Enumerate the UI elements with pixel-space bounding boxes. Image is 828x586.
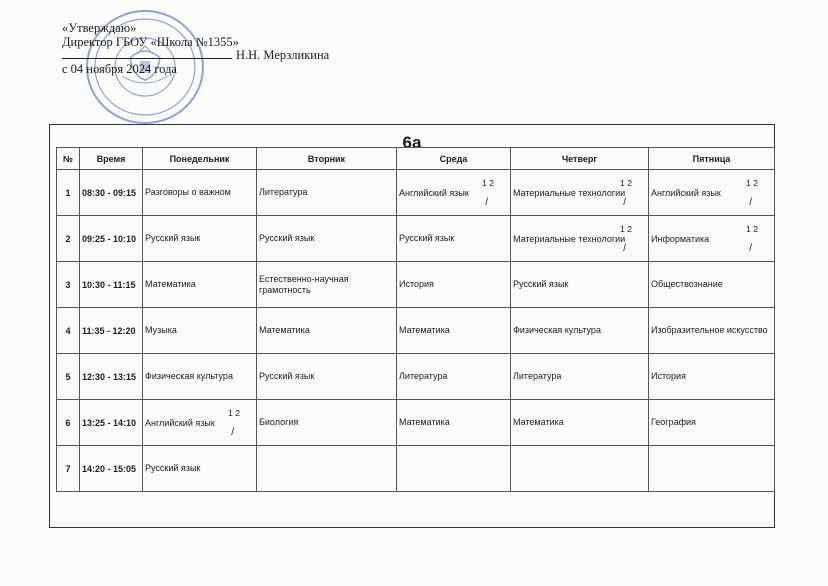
approval-block [62, 22, 329, 76]
header-number: № [57, 148, 80, 170]
cell-wednesday [397, 170, 511, 216]
subject-name: Математика [145, 279, 196, 289]
table-row [57, 170, 775, 216]
subject-name: Материальные технологии [513, 233, 626, 244]
subject-name: Литература [513, 371, 562, 381]
group-divider: / [749, 242, 752, 254]
subject-name: Английский язык [651, 187, 721, 198]
subject-name: Литература [399, 371, 448, 381]
cell-thursday [511, 308, 649, 354]
schedule-frame [49, 124, 775, 528]
cell-wednesday [397, 262, 511, 308]
lesson-number: 5 [57, 354, 80, 400]
approval-heading: «Утверждаю» [62, 21, 137, 35]
class-title: 6а [402, 133, 422, 152]
group-numbers: 1 2 [746, 177, 758, 188]
cell-thursday [511, 400, 649, 446]
cell-friday [649, 262, 775, 308]
subject-name: Русский язык [513, 279, 569, 289]
header-thursday: Четверг [511, 148, 649, 170]
group-divider: / [623, 196, 626, 208]
header-time: Время [80, 148, 143, 170]
cell-thursday [511, 354, 649, 400]
subject-name: История [651, 371, 686, 381]
lesson-number: 7 [57, 446, 80, 492]
group-divider: / [231, 426, 234, 438]
cell-tuesday [257, 400, 397, 446]
cell-wednesday [397, 400, 511, 446]
group-divider: / [749, 196, 752, 208]
table-row [57, 400, 775, 446]
subject-name: Математика [259, 325, 310, 335]
signature-line [62, 49, 329, 63]
cell-tuesday [257, 308, 397, 354]
cell-thursday [511, 262, 649, 308]
subject-name: Материальные технологии [513, 187, 626, 198]
subject-name: Физическая культура [145, 371, 233, 381]
lesson-time: 14:20 - 15:05 [80, 446, 143, 492]
table-row [57, 216, 775, 262]
cell-monday [143, 216, 257, 262]
subject-name: Русский язык [145, 233, 201, 243]
lesson-number: 1 [57, 170, 80, 216]
subject-name: Литература [259, 187, 308, 197]
cell-wednesday [397, 354, 511, 400]
subject-name: Разговоры о важном [145, 187, 231, 197]
table-row [57, 354, 775, 400]
cell-monday [143, 308, 257, 354]
cell-wednesday [397, 446, 511, 492]
cell-friday [649, 446, 775, 492]
cell-wednesday [397, 216, 511, 262]
header-wednesday: Среда [397, 148, 511, 170]
subject-name: Русский язык [145, 463, 201, 473]
cell-monday [143, 446, 257, 492]
cell-thursday [511, 170, 649, 216]
schedule-table [56, 147, 775, 492]
subject-name: Музыка [145, 325, 177, 335]
subject-name: Математика [399, 325, 450, 335]
subject-name: Обществознание [651, 279, 723, 289]
cell-tuesday [257, 262, 397, 308]
cell-monday [143, 400, 257, 446]
group-numbers: 1 2 [620, 177, 632, 188]
signer-name: Н.Н. Мерзликина [236, 48, 330, 62]
header-friday: Пятница [649, 148, 775, 170]
cell-monday [143, 170, 257, 216]
group-numbers: 1 2 [228, 407, 240, 418]
subject-name: Биология [259, 417, 299, 427]
cell-thursday [511, 446, 649, 492]
subject-name: Информатика [651, 233, 710, 244]
subject-name: Английский язык [145, 417, 215, 428]
cell-friday [649, 216, 775, 262]
lesson-number: 3 [57, 262, 80, 308]
group-divider: / [623, 242, 626, 254]
cell-tuesday [257, 216, 397, 262]
effective-date: с 04 ноября 2024 года [62, 61, 177, 76]
lesson-number: 2 [57, 216, 80, 262]
subject-name: Физическая культура [513, 325, 601, 335]
lesson-number: 6 [57, 400, 80, 446]
cell-tuesday [257, 446, 397, 492]
subject-name: Математика [399, 417, 450, 427]
group-divider: / [485, 196, 488, 208]
cell-tuesday [257, 354, 397, 400]
subject-name: География [651, 417, 696, 427]
table-row [57, 446, 775, 492]
subject-name: Английский язык [399, 187, 469, 198]
cell-tuesday [257, 170, 397, 216]
cell-monday [143, 262, 257, 308]
header-tuesday: Вторник [257, 148, 397, 170]
lesson-time: 13:25 - 14:10 [80, 400, 143, 446]
subject-name: Русский язык [399, 233, 455, 243]
lesson-time: 10:30 - 11:15 [80, 262, 143, 308]
cell-monday [143, 354, 257, 400]
lesson-time: 12:30 - 13:15 [80, 354, 143, 400]
cell-friday [649, 308, 775, 354]
group-numbers: 1 2 [746, 223, 758, 234]
subject-name: Русский язык [259, 371, 315, 381]
group-numbers: 1 2 [620, 223, 632, 234]
subject-name: Русский язык [259, 233, 315, 243]
subject-name: История [399, 279, 434, 289]
subject-name: Естественно-научная грамотность [259, 273, 349, 295]
cell-friday [649, 354, 775, 400]
subject-name: Математика [513, 417, 564, 427]
cell-thursday [511, 216, 649, 262]
table-row [57, 262, 775, 308]
cell-friday [649, 400, 775, 446]
subject-name: Изобразительное искусство [651, 325, 768, 335]
lesson-time: 08:30 - 09:15 [80, 170, 143, 216]
cell-wednesday [397, 308, 511, 354]
lesson-time: 09:25 - 10:10 [80, 216, 143, 262]
lesson-time: 11:35 - 12:20 [80, 308, 143, 354]
header-monday: Понедельник [143, 148, 257, 170]
director-title: Директор ГБОУ «Школа №1355» [62, 34, 239, 49]
lesson-number: 4 [57, 308, 80, 354]
table-row [57, 308, 775, 354]
header-row [57, 148, 775, 170]
group-numbers: 1 2 [482, 177, 494, 188]
cell-friday [649, 170, 775, 216]
